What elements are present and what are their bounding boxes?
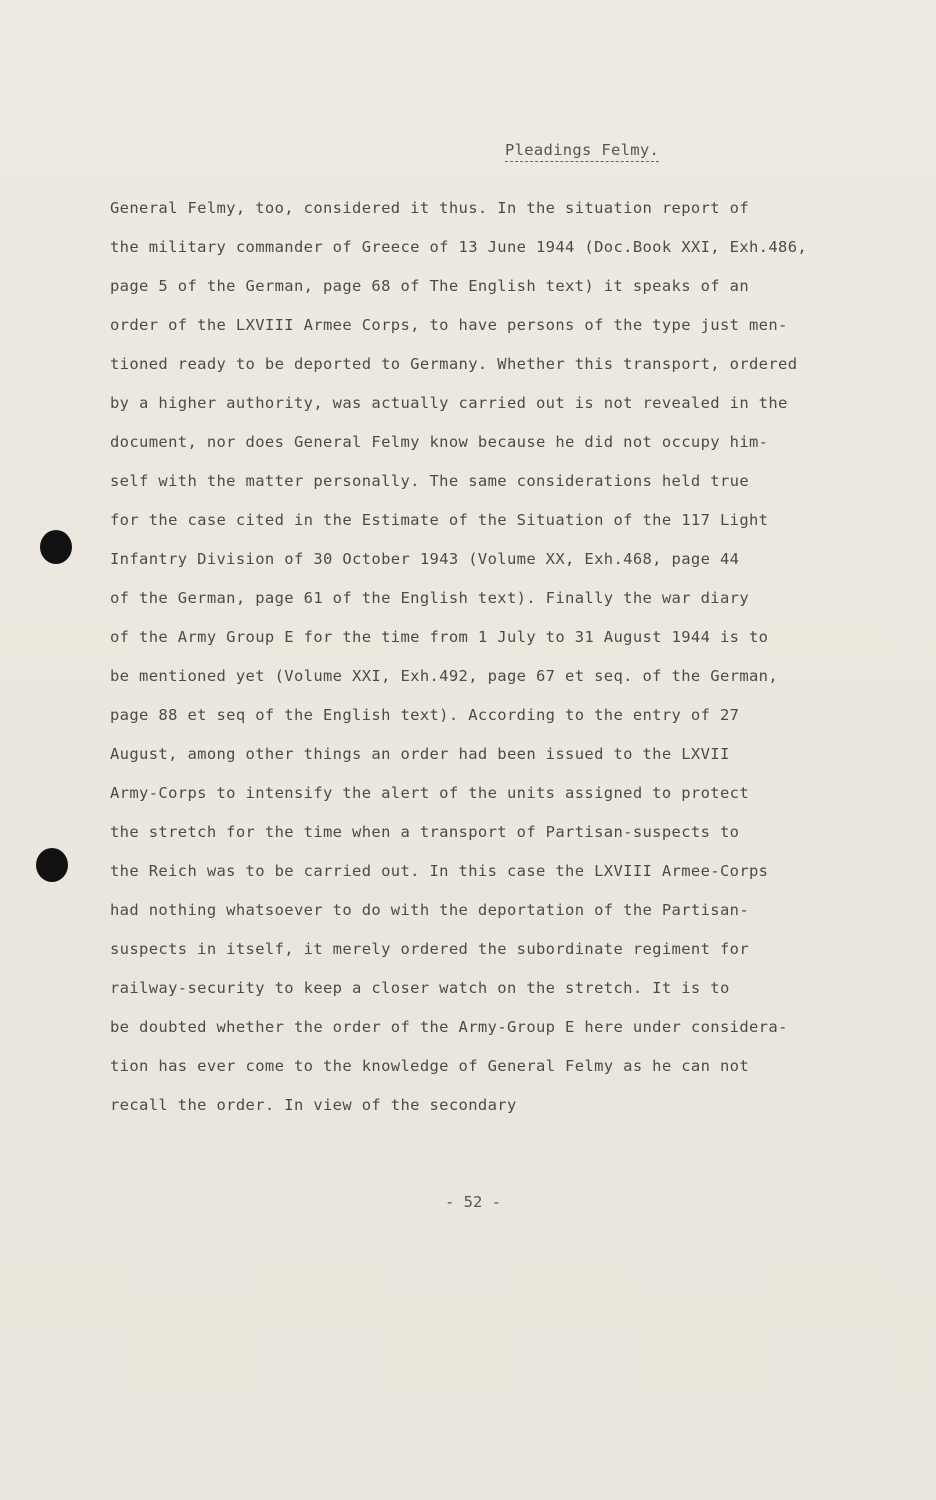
body-line-2: the military commander of Greece of 13 June 1944 (Doc.Book XXI, Exh.486, <box>110 238 808 256</box>
body-line-12: of the Army Group E for the time from 1 July to 31 August 1944 is to <box>110 628 769 646</box>
body-line-20: suspects in itself, it merely ordered the subordinate regiment for <box>110 940 749 958</box>
body-line-8: self with the matter personally. The same considerations held true <box>110 472 749 490</box>
body-line-7: document, nor does General Felmy know because he did not occupy him- <box>110 433 769 451</box>
body-line-15: August, among other things an order had been issued to the LXVII <box>110 745 730 763</box>
punch-hole-upper <box>40 530 72 564</box>
punch-hole-lower <box>36 848 68 882</box>
body-line-5: tioned ready to be deported to Germany. Whether this transport, ordered <box>110 355 798 373</box>
body-line-22: be doubted whether the order of the Army-Group E here under considera- <box>110 1018 788 1036</box>
page-header-title: Pleadings Felmy. <box>505 141 659 162</box>
body-line-23: tion has ever come to the knowledge of General Felmy as he can not <box>110 1057 749 1075</box>
body-line-16: Army-Corps to intensify the alert of the units assigned to protect <box>110 784 749 802</box>
body-line-1: General Felmy, too, considered it thus. In the situation report of <box>110 199 749 217</box>
body-line-9: for the case cited in the Estimate of the Situation of the 117 Light <box>110 511 769 529</box>
body-line-14: page 88 et seq of the English text). According to the entry of 27 <box>110 706 740 724</box>
body-line-4: order of the LXVIII Armee Corps, to have persons of the type just men- <box>110 316 788 334</box>
body-line-3: page 5 of the German, page 68 of The English text) it speaks of an <box>110 277 749 295</box>
body-line-6: by a higher authority, was actually carried out is not revealed in the <box>110 394 788 412</box>
body-line-11: of the German, page 61 of the English text). Finally the war diary <box>110 589 749 607</box>
body-line-24: recall the order. In view of the secondary <box>110 1096 517 1114</box>
body-line-17: the stretch for the time when a transport of Partisan-suspects to <box>110 823 740 841</box>
body-line-18: the Reich was to be carried out. In this case the LXVIII Armee-Corps <box>110 862 769 880</box>
page-number: - 52 - <box>445 1193 501 1211</box>
body-line-10: Infantry Division of 30 October 1943 (Volume XX, Exh.468, page 44 <box>110 550 740 568</box>
body-line-19: had nothing whatsoever to do with the deportation of the Partisan- <box>110 901 749 919</box>
body-line-21: railway-security to keep a closer watch on the stretch. It is to <box>110 979 730 997</box>
body-line-13: be mentioned yet (Volume XXI, Exh.492, page 67 et seq. of the German, <box>110 667 779 685</box>
